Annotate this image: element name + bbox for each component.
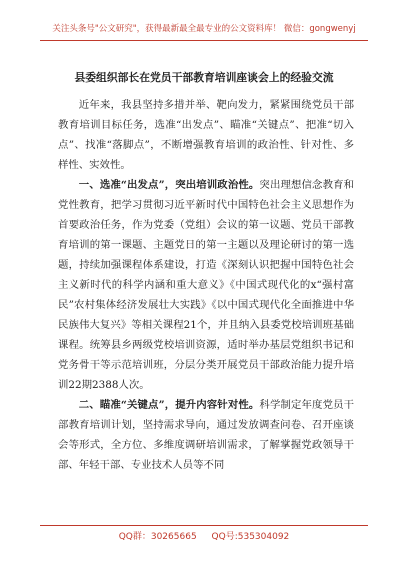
section-paragraph-1 bbox=[58, 175, 354, 395]
section-heading-2: 二、瞄准“关键点”，提升内容针对性。 bbox=[78, 399, 260, 411]
section-body-2: 科学制定年度党员干部教育培训计划，坚持需求导向，通过发放调查问卷、召开座谈会等形式，全方位、多维度调研培训需求，了解掌握党政领导干部、年轻干部、专业技术人员等不同 bbox=[58, 399, 355, 471]
section-heading-1: 一、选准“出发点”，突出培训政治性。 bbox=[78, 179, 260, 191]
document-body bbox=[58, 95, 354, 475]
section-body-1: 突出理想信念教育和党性教育，把学习贯彻习近平新时代中国特色社会主义思想作为首要政治任务，作为党委（党组）会议的第一议题、党员干部教育培训的第一课题、主题党日的第一主题以及理论研讨的第一选题，持续加强课程体系建设，打造《深刻认识把握中国特色社会主义新时代的科学内涵和重大意义》《中国式现代化的x“强村富民”农村集体经济发展壮大实践》《以中国式现代化全面推进中华民族伟大复兴》等相关课程21个，并且纳入县委党校培训班基础课程。统筹县乡两级党校培训资源，适时举办基层党组织书记和党务骨干等示范培训班，分层分类开展党员干部政治能力提升培训22期2388人次。 bbox=[58, 179, 355, 391]
header-text: 关注头条号"公文研究"，获得最新最全最专业的公文资料库！ 微信：gongwenyj bbox=[52, 24, 356, 34]
section-paragraph-2 bbox=[58, 395, 354, 475]
footer-divider bbox=[40, 525, 368, 526]
footer-qq-group: QQ群：30265665 bbox=[118, 532, 197, 542]
header-divider bbox=[40, 40, 368, 41]
intro-paragraph: 近年来，我县坚持多措并举、靶向发力，紧紧围绕党员干部教育培训目标任务，选准“出发点”、瞄准“关键点”、把准“切入点”、找准“落脚点”，不断增强教育培训的政治性、针对性、多样性、实效性。 bbox=[58, 99, 354, 171]
page-footer bbox=[40, 529, 368, 542]
document-title: 县委组织部长在党员干部教育培训座谈会上的经验交流 bbox=[74, 71, 334, 84]
footer-qq-number: QQ号:535304092 bbox=[211, 532, 290, 542]
page-header bbox=[40, 22, 368, 34]
